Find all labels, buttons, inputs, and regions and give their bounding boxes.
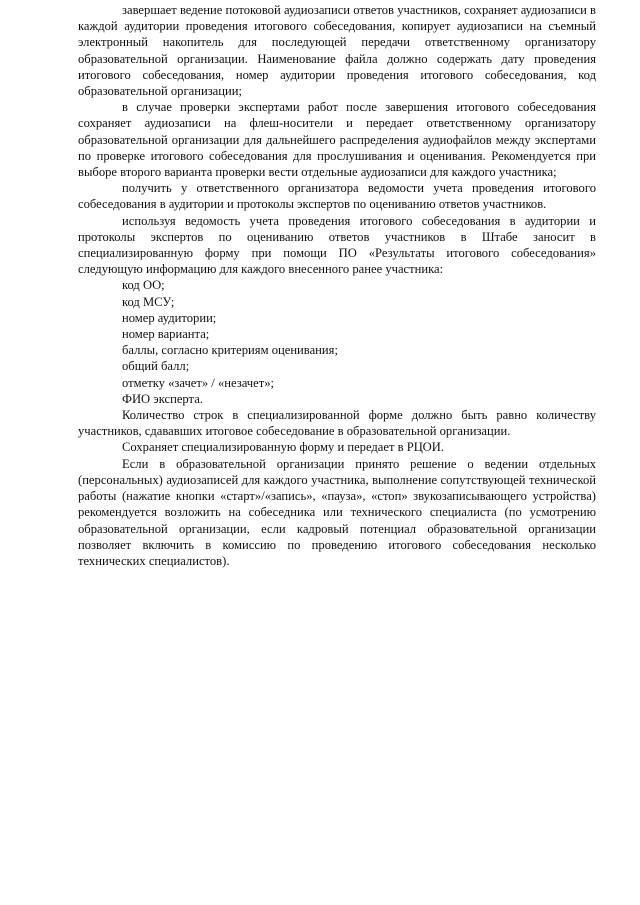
list-item-msu-code: код МСУ;: [122, 294, 175, 309]
list-item-oo-code: код ОО;: [122, 278, 165, 293]
paragraph-enter-form: используя ведомость учета проведения итогового собеседования в аудитории и протоколы экспертов по оцениванию ответов участников в Штабе заносит в специализированную форму при помощи ПО «Результаты итогового собеседования» следующую информацию для каждого внесенного ранее участника:: [78, 213, 596, 277]
paragraph-audio-recording: завершает ведение потоковой аудиозаписи ответов участников, сохраняет аудиозаписи в каждой аудитории проведения итогового собеседования, копирует аудиозаписи на съемный электронный накопитель для последующей передачи ответственному организатору образовательной организации. Наименование файла должно содержать дату проведения итогового собеседования, номер аудитории проведения итогового собеседования, код образовательной организации;: [78, 3, 596, 99]
list-item-total-score: общий балл;: [122, 359, 190, 374]
paragraph-get-sheets: получить у ответственного организатора ведомости учета проведения итогового собеседования в аудитории и протоколы экспертов по оцениванию ответов участников.: [78, 181, 596, 212]
list-item-expert-name: ФИО эксперта.: [122, 391, 203, 406]
list-item-pass-mark: отметку «зачет» / «незачет»;: [122, 375, 275, 390]
paragraph-row-count: Количество строк в специализированной форме должно быть равно количеству участников, сдававших итоговое собеседование в образовательной организации.: [78, 408, 596, 439]
list-item-scores: баллы, согласно критериям оценивания;: [122, 343, 338, 358]
paragraph-expert-check: в случае проверки экспертами работ после завершения итогового собеседования сохраняет аудиозаписи на флеш-носители и передает ответственному организатору образовательной организации для дальнейшего распределения аудиофайлов между экспертами по проверке итогового собеседования для прослушивания и оценивания. Рекомендуется при выборе второго варианта проверки вести отдельные аудиозаписи для каждого участника;: [78, 100, 596, 180]
paragraph-personal-recordings: Если в образовательной организации принято решение о ведении отдельных (персональных) аудиозаписей для каждого участника, выполнение сопутствующей технической работы (нажатие кнопки «старт»/«запись», «пауза», «стоп» звукозаписывающего устройства) рекомендуется возложить на собеседника или технического специалиста (по усмотрению образовательной организации, если кадровый потенциал образовательной организации позволяет включить в комиссию по проведению итогового собеседования несколько технических специалистов).: [78, 456, 596, 568]
text-body: [78, 2, 596, 569]
paragraph-save-form: Сохраняет специализированную форму и передает в РЦОИ.: [122, 440, 444, 455]
list-item-room-number: номер аудитории;: [122, 310, 217, 325]
list-item-variant-number: номер варианта;: [122, 327, 210, 342]
